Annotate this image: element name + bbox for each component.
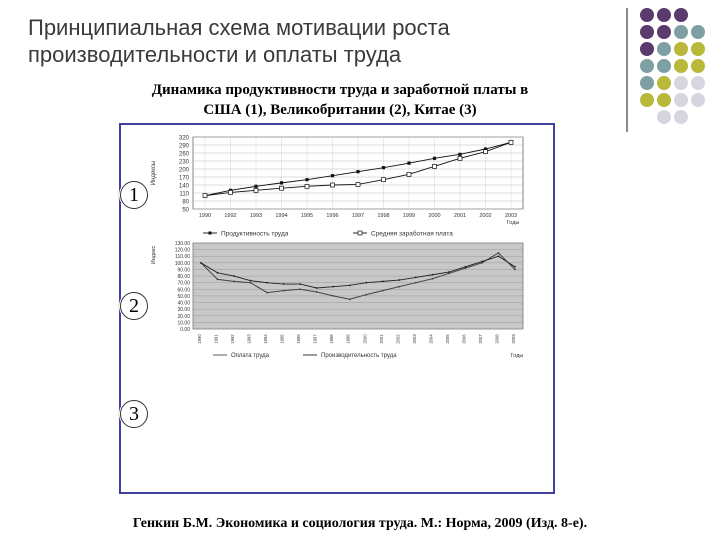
x-tick-label: 1993 bbox=[246, 334, 252, 344]
data-point bbox=[433, 164, 437, 168]
data-point bbox=[233, 280, 235, 282]
decorative-divider bbox=[626, 8, 628, 132]
data-point bbox=[415, 277, 417, 279]
y-tick-label: 80.00 bbox=[177, 274, 190, 281]
data-point bbox=[332, 286, 334, 288]
decorative-dot bbox=[640, 8, 654, 22]
y-tick-label: 90.00 bbox=[177, 267, 190, 274]
decorative-dot bbox=[640, 42, 654, 56]
data-point bbox=[382, 178, 386, 182]
decorative-dot bbox=[657, 8, 671, 22]
data-point bbox=[514, 266, 516, 268]
y-tick-label: 170 bbox=[178, 175, 189, 182]
data-point bbox=[407, 172, 411, 176]
data-point bbox=[458, 153, 461, 156]
y-axis-label: Индексы bbox=[151, 160, 157, 186]
decorative-dot bbox=[640, 25, 654, 39]
data-point bbox=[200, 262, 202, 264]
x-tick-label: 1993 bbox=[249, 213, 263, 219]
data-point bbox=[465, 266, 467, 268]
data-point bbox=[349, 284, 351, 286]
x-tick-label: 2006 bbox=[461, 334, 467, 344]
x-tick-label: 2000 bbox=[362, 334, 368, 344]
data-point bbox=[217, 278, 219, 280]
decorative-dot bbox=[674, 110, 688, 124]
y-tick-label: 60.00 bbox=[177, 287, 190, 294]
legend-label: Продуктивность труда bbox=[221, 230, 289, 238]
data-point bbox=[316, 287, 318, 289]
marker-1: 1 bbox=[120, 181, 148, 209]
data-point bbox=[431, 274, 433, 276]
decorative-dot bbox=[674, 42, 688, 56]
data-point bbox=[283, 283, 285, 285]
x-tick-label: 1996 bbox=[296, 334, 302, 344]
usa-chart bbox=[141, 129, 561, 241]
data-point bbox=[448, 271, 450, 273]
uk-chart bbox=[141, 237, 561, 359]
x-tick-label: 2000 bbox=[428, 213, 441, 219]
data-point bbox=[229, 190, 233, 194]
x-axis-label: Годы bbox=[510, 353, 524, 359]
x-tick-label: 1997 bbox=[312, 334, 318, 344]
data-point bbox=[299, 283, 301, 285]
data-point bbox=[481, 261, 483, 263]
caption-line-2: США (1), Великобритании (2), Китае (3) bbox=[203, 102, 477, 118]
x-tick-label: 1999 bbox=[402, 213, 416, 219]
decorative-dot bbox=[657, 110, 671, 124]
data-point bbox=[498, 252, 500, 254]
y-tick-label: 20.00 bbox=[177, 313, 190, 320]
decorative-dot bbox=[674, 93, 688, 107]
legend-label: Производительность труда bbox=[321, 353, 397, 359]
x-tick-label: 1994 bbox=[263, 334, 269, 344]
y-tick-label: 140 bbox=[178, 183, 189, 190]
data-point bbox=[299, 288, 301, 290]
y-tick-label: 30.00 bbox=[177, 307, 190, 314]
decorative-dot bbox=[640, 93, 654, 107]
data-point bbox=[382, 290, 384, 292]
x-tick-label: 2001 bbox=[453, 213, 467, 219]
decorative-dot bbox=[691, 25, 705, 39]
data-point bbox=[415, 282, 417, 284]
decorative-dot bbox=[691, 76, 705, 90]
y-tick-label: 120.00 bbox=[174, 247, 190, 254]
data-point bbox=[332, 295, 334, 297]
decorative-dot bbox=[657, 59, 671, 73]
data-point bbox=[356, 170, 359, 173]
x-tick-label: 2004 bbox=[428, 334, 434, 344]
data-point bbox=[398, 286, 400, 288]
data-point bbox=[433, 157, 436, 160]
data-point bbox=[250, 282, 252, 284]
data-point bbox=[203, 194, 207, 198]
data-point bbox=[305, 184, 309, 188]
data-point bbox=[254, 188, 258, 192]
decorative-dot bbox=[691, 93, 705, 107]
marker-3: 3 bbox=[120, 400, 148, 428]
y-tick-label: 0.00 bbox=[180, 327, 190, 333]
data-point bbox=[431, 278, 433, 280]
decorative-dot bbox=[674, 59, 688, 73]
x-tick-label: 1997 bbox=[351, 213, 365, 219]
y-tick-label: 130.00 bbox=[174, 241, 190, 247]
x-tick-label: 2003 bbox=[504, 213, 518, 219]
decorative-dot bbox=[691, 42, 705, 56]
x-tick-label: 2001 bbox=[378, 334, 384, 344]
x-tick-label: 2009 bbox=[511, 334, 516, 344]
x-axis-label: Годы bbox=[506, 220, 520, 226]
data-point bbox=[349, 298, 351, 300]
source-citation: Генкин Б.М. Экономика и социология труда. М.: Норма, 2009 (Изд. 8-е). bbox=[132, 516, 588, 531]
x-tick-label: 2007 bbox=[477, 334, 483, 344]
y-tick-label: 260 bbox=[178, 151, 189, 158]
decorative-dot bbox=[674, 76, 688, 90]
x-tick-label: 1999 bbox=[345, 334, 351, 344]
data-point bbox=[331, 174, 334, 177]
slide-title: Принципиальная схема мотивации роста производительности и оплаты труда bbox=[28, 15, 450, 67]
x-tick-label: 1992 bbox=[224, 213, 237, 219]
decorative-dot bbox=[657, 42, 671, 56]
legend-marker bbox=[358, 231, 362, 235]
y-tick-label: 70.00 bbox=[177, 280, 190, 287]
decorative-dot bbox=[657, 76, 671, 90]
data-point bbox=[356, 182, 360, 186]
legend-marker bbox=[209, 232, 212, 235]
x-tick-label: 1995 bbox=[279, 334, 285, 344]
data-point bbox=[250, 280, 252, 282]
x-tick-label: 2002 bbox=[395, 334, 401, 344]
decorative-dot bbox=[657, 25, 671, 39]
legend-label: Средняя заработная плата bbox=[371, 230, 453, 238]
x-tick-label: 2002 bbox=[479, 213, 492, 219]
data-point bbox=[398, 279, 400, 281]
x-tick-label: 1994 bbox=[275, 213, 288, 219]
data-point bbox=[305, 178, 308, 181]
chart-caption bbox=[60, 80, 620, 120]
data-point bbox=[217, 272, 219, 274]
x-tick-label: 2008 bbox=[494, 334, 500, 344]
data-point bbox=[266, 282, 268, 284]
y-axis-label: Индекс bbox=[151, 245, 157, 265]
y-tick-label: 40.00 bbox=[177, 300, 190, 307]
decorative-dot bbox=[657, 93, 671, 107]
data-point bbox=[509, 140, 513, 144]
data-point bbox=[331, 183, 335, 187]
data-point bbox=[280, 181, 283, 184]
data-point bbox=[458, 156, 462, 160]
plot-area bbox=[193, 243, 523, 329]
caption-line-1: Динамика продуктивности труда и заработной платы в bbox=[151, 82, 529, 98]
x-tick-label: 1990 bbox=[197, 334, 202, 344]
decorative-dot bbox=[674, 25, 688, 39]
y-tick-label: 320 bbox=[178, 135, 189, 142]
data-point bbox=[514, 269, 516, 271]
y-tick-label: 50 bbox=[182, 207, 189, 214]
data-point bbox=[283, 290, 285, 292]
x-tick-label: 1995 bbox=[300, 213, 314, 219]
data-point bbox=[484, 150, 488, 154]
decorative-dot bbox=[640, 59, 654, 73]
data-point bbox=[254, 185, 257, 188]
y-tick-label: 10.00 bbox=[177, 320, 190, 327]
x-tick-label: 1991 bbox=[213, 334, 219, 344]
x-tick-label: 1992 bbox=[230, 334, 236, 344]
data-point bbox=[498, 255, 500, 257]
data-point bbox=[382, 280, 384, 282]
x-tick-label: 1996 bbox=[326, 213, 339, 219]
data-point bbox=[280, 186, 284, 190]
data-point bbox=[266, 292, 268, 294]
legend-label: Оплата труда bbox=[231, 353, 269, 359]
data-point bbox=[233, 275, 235, 277]
y-tick-label: 200 bbox=[178, 167, 189, 174]
x-tick-label: 1990 bbox=[198, 213, 212, 219]
decorative-dot bbox=[674, 8, 688, 22]
y-tick-label: 230 bbox=[178, 159, 189, 166]
decorative-dot bbox=[691, 59, 705, 73]
data-point bbox=[365, 282, 367, 284]
x-tick-label: 2003 bbox=[411, 334, 417, 344]
x-tick-label: 2005 bbox=[444, 334, 450, 344]
data-point bbox=[382, 166, 385, 169]
x-tick-label: 1998 bbox=[377, 213, 390, 219]
y-tick-label: 110 bbox=[179, 191, 189, 198]
y-tick-label: 290 bbox=[178, 143, 189, 150]
charts-frame bbox=[119, 123, 555, 494]
data-point bbox=[365, 294, 367, 296]
y-tick-label: 80 bbox=[182, 199, 189, 206]
y-tick-label: 100.00 bbox=[174, 260, 190, 267]
data-point bbox=[316, 291, 318, 293]
y-tick-label: 110.00 bbox=[175, 254, 190, 261]
y-tick-label: 50.00 bbox=[177, 293, 190, 300]
data-point bbox=[407, 162, 410, 165]
decorative-dot bbox=[640, 76, 654, 90]
x-tick-label: 1998 bbox=[329, 334, 335, 344]
marker-2: 2 bbox=[120, 292, 148, 320]
